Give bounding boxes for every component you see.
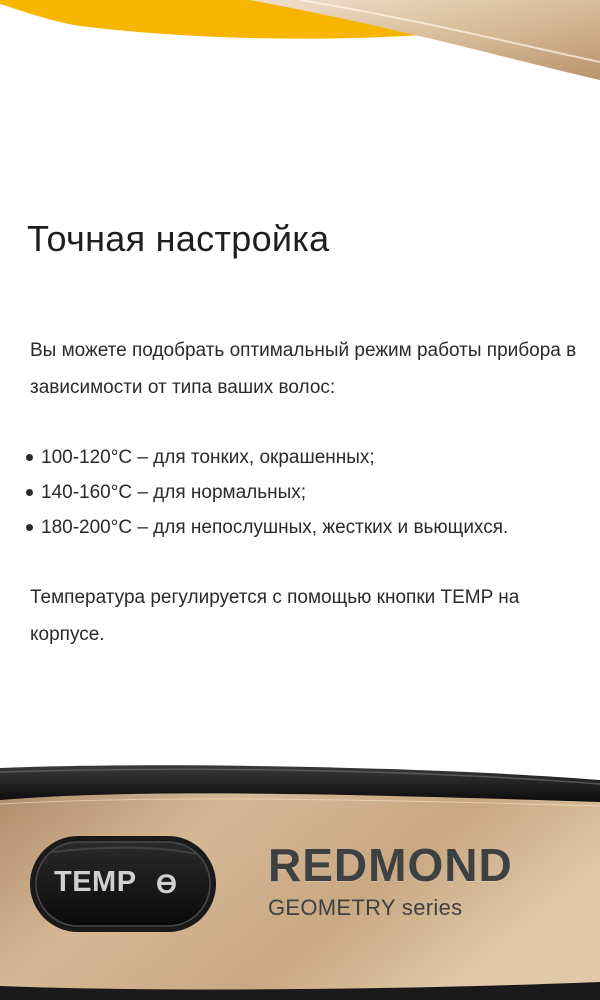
bullet-icon [26,489,33,496]
footer-note: Температура регулируется с помощью кнопки TEMP на корпусе. [30,587,520,645]
bullet-icon [26,454,33,461]
top-decoration [0,0,600,110]
bullet-icon [26,524,33,531]
temperature-modes-list [26,440,590,545]
brand-logo: REDMOND [268,839,513,891]
series-title: GEOMETRY series [268,895,463,920]
list-item: 140-160°С – для нормальных; [26,475,590,510]
thermometer-icon: ϴ [156,869,178,899]
intro-text: Вы можете подобрать оптимальный режим работы прибора в зависимости от типа ваших волос: [30,340,577,398]
temp-button-label: TEMP [54,866,137,898]
list-item: 180-200°С – для непослушных, жестких и вьющихся. [26,510,590,545]
description-block [30,332,590,653]
page-title: Точная настройка [27,218,330,259]
list-item: 100-120°С – для тонких, окрашенных; [26,440,590,475]
